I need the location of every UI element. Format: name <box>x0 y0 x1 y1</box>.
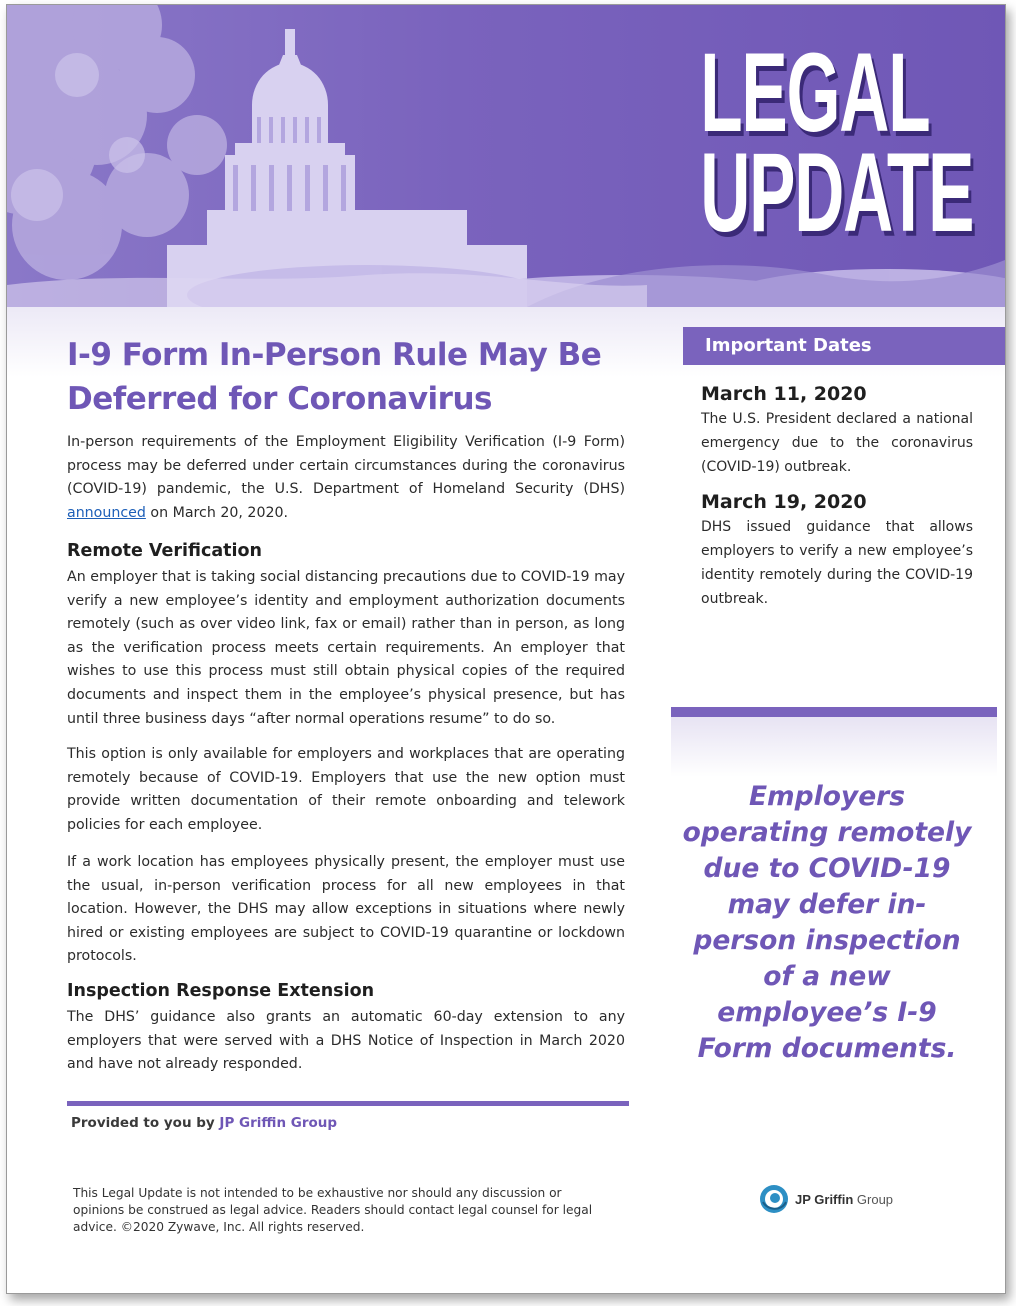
section-heading-remote-verification: Remote Verification <box>67 541 263 561</box>
banner-title-line2: UPDATE <box>700 130 973 255</box>
footer-divider <box>67 1101 629 1106</box>
pull-quote: Employers operating remotely due to COVID-19 may defer in-person inspection of a new employee’s I-9 Form documents. <box>682 781 972 1064</box>
provided-label: Provided to you by <box>71 1115 220 1131</box>
sidebar-divider-fade <box>671 717 997 777</box>
disclaimer: This Legal Update is not intended to be exhaustive nor should any discussion or opinions be construed as legal advice. Readers should contact legal counsel for legal advice. ©2020 Zywave, Inc. All rights reserved. <box>73 1186 593 1234</box>
logo-name-bold: JP Griffin <box>795 1191 854 1207</box>
legal-update-page <box>6 4 1006 1294</box>
logo-name-rest: Group <box>853 1191 894 1207</box>
logo-text <box>795 1192 893 1207</box>
remote-verification-paragraph-1: An employer that is taking social distancing precautions due to COVID-19 may verify a new employee’s identity and employment authorization documents remotely (such as over video link, fax or email) rather than in person, as long as the verification process meets certain requirements. An employer that wishes to use this process must still obtain physical copies of the required documents and inspect them in the employee’s physical presence, but has until three business days “after normal operations resume” to do so. <box>67 569 625 727</box>
article-headline: I-9 Form In-Person Rule May Be Deferred for Coronavirus <box>67 337 602 417</box>
date-text-2: DHS issued guidance that allows employers to verify a new employee’s identity remotely during the COVID-19 outbreak. <box>701 519 973 607</box>
remote-verification-paragraph-3: If a work location has employees physically present, the employer must use the usual, in-person verification process for all new employees in that location. However, the DHS may allow exceptions in situations where newly hired or existing employees are subject to COVID-19 quarantine or lockdown protocols. <box>67 854 625 965</box>
announced-link[interactable]: announced <box>67 504 146 521</box>
date-text-1: The U.S. President declared a national emergency due to the coronavirus (COVID-19) outbreak. <box>701 411 973 475</box>
header-banner <box>7 5 1005 307</box>
intro-text-before: In-person requirements of the Employment Eligibility Verification (I-9 Form) process may be deferred under certain circumstances during the coronavirus (COVID-19) pandemic, the U.S. Department of Homeland Security (DHS) <box>67 434 625 498</box>
article-intro <box>67 431 625 525</box>
jp-griffin-logo <box>759 1181 893 1217</box>
inspection-response-paragraph: The DHS’ guidance also grants an automatic 60-day extension to any employers that were served with a DHS Notice of Inspection in March 2020 and have not already responded. <box>67 1009 625 1073</box>
banner-title-line1: LEGAL <box>700 30 930 155</box>
provided-by <box>71 1115 337 1131</box>
important-dates-header: Important Dates <box>683 327 1005 365</box>
provided-org: JP Griffin Group <box>219 1115 338 1131</box>
swirl-logo-icon <box>759 1184 789 1214</box>
section-heading-inspection-response: Inspection Response Extension <box>67 981 375 1001</box>
remote-verification-paragraph-2: This option is only available for employers and workplaces that are operating remotely because of COVID-19. Employers that use the new option must provide written documentation of their remote onboarding and telework policies for each employee. <box>67 746 625 833</box>
date-heading-2: March 19, 2020 <box>701 491 867 513</box>
date-heading-1: March 11, 2020 <box>701 383 867 405</box>
sidebar-divider <box>671 707 997 717</box>
banner-title <box>700 30 973 255</box>
intro-text-after: on March 20, 2020. <box>145 504 289 521</box>
